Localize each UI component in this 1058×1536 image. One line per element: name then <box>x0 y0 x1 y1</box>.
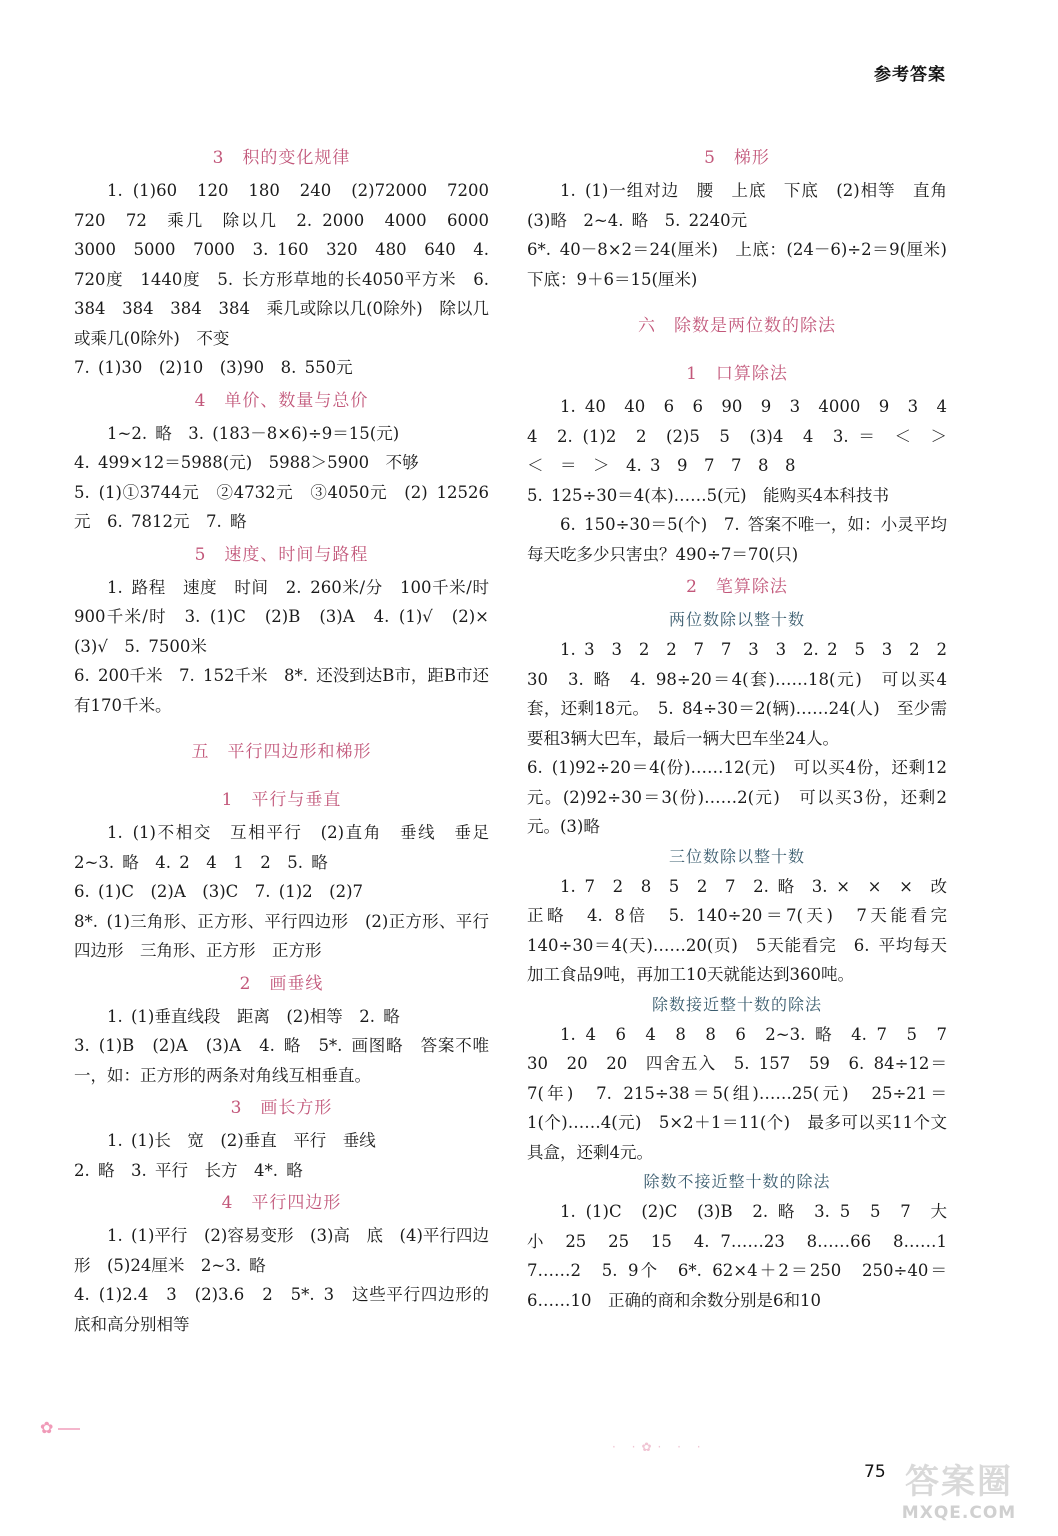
section-heading: 1 平行与垂直 <box>221 790 342 810</box>
section-heading: 1 口算除法 <box>686 364 788 384</box>
page-header-title: 参考答案 <box>874 65 946 85</box>
answer-paragraph: 1. (1)垂直线段 距离 (2)相等 2. 略 <box>107 1006 400 1026</box>
section-heading: 2 画垂线 <box>239 973 324 994</box>
subsection-heading: 三位数除以整十数 <box>668 846 805 866</box>
answer-paragraph: 3. (1)B (2)A (3)A 4. 略 5*. 画图略 答案不唯一，如：正方形的两条对角线互相垂直。 <box>74 1036 489 1085</box>
answer-paragraph: 4. 499×12＝5988(元) 5988＞5900 不够 <box>74 453 419 472</box>
answer-paragraph: 1. (1)长 宽 (2)垂直 平行 垂线 <box>107 1131 376 1150</box>
watermark-logo-text: 答案圈 <box>905 1462 1013 1502</box>
answer-paragraph: 6*. 40－8×2＝24(厘米) 上底：(24－6)÷2＝9(厘米) 下底：9＋6＝15(厘米) <box>527 240 964 289</box>
answer-paragraph: 1~2. 略 3. (183－8×6)÷9＝15(元) <box>107 423 400 443</box>
answer-paragraph: 4. (1)2.4 3 (2)3.6 2 5*. 3 这些平行四边形的底和高分别相等 <box>74 1285 489 1334</box>
answer-paragraph: 6. 200千米 7. 152千米 8*. 还没到达B市，距B市还有170千米。 <box>74 666 489 715</box>
bottom-ornament-icon: · ·✿· · · <box>612 1440 707 1454</box>
answer-paragraph: 1. (1)一组对边 腰 上底 下底 (2)相等 直角 (3)略 2~4. 略 5. 2240元 <box>527 181 964 230</box>
left-column <box>74 140 506 1339</box>
answer-paragraph: 1. 4 6 4 8 8 6 2~3. 略 4. 7 5 7 30 20 20 四舍五入 5. 157 59 6. 84÷12＝7(年) 7. 215÷38＝5(组)……25(元) 25÷21＝1(个)……4(元) 5×2＋1＝11(个) 最多可以买11个文具盒，还剩4元。 <box>527 1024 964 1162</box>
answer-paragraph: 1. 7 2 8 5 2 7 2. 略 3. × × × 改正略 4. 8倍 5. 140÷20＝7(天) 7天能看完 140÷30＝4(天)……20(页) 5天能看完 6. 平均每天加工食品9吨，再加工10天就能达到360吨。 <box>527 876 964 984</box>
answer-paragraph: 7. (1)30 (2)10 (3)90 8. 550元 <box>74 358 353 377</box>
watermark-url: MXQE.COM <box>901 1503 1017 1523</box>
site-watermark <box>884 1462 1034 1532</box>
subsection-heading: 除数接近整十数的除法 <box>651 994 822 1014</box>
answer-paragraph: 1. 路程 速度 时间 2. 260米/分 100千米/时 900千米/时 3. (1)C (2)B (3)A 4. (1)√ (2)× (3)√ 5. 7500米 <box>74 577 506 656</box>
section-heading: 3 画长方形 <box>230 1098 333 1118</box>
section-heading: 3 积的变化规律 <box>212 148 351 168</box>
subsection-heading: 两位数除以整十数 <box>668 610 805 629</box>
decorative-divider <box>58 1428 80 1430</box>
answer-paragraph: 5. (1)①3744元 ②4732元 ③4050元 (2) 12526元 6. 7812元 7. 略 <box>74 482 489 531</box>
answer-paragraph: 1. (1)不相交 互相平行 (2)直角 垂线 垂足 2~3. 略 4. 2 4 1 2 5. 略 <box>74 823 506 872</box>
answer-paragraph: 1. (1)C (2)C (3)B 2. 略 3. 5 5 7 大 小 25 25 15 4. 7……23 8……66 8……1 7……2 5. 9个 6*. 62×4＋2＝250 250÷40＝6……10 正确的商和余数分别是6和10 <box>527 1202 964 1310</box>
section-heading: 5 梯形 <box>704 148 770 168</box>
section-heading: 5 速度、时间与路程 <box>194 544 369 565</box>
answer-paragraph: 1. (1)60 120 180 240 (2)72000 7200 720 72 乘几 除以几 2. 2000 4000 6000 3000 5000 7000 3. 160 320 480 640 4. 720度 1440度 5. 长方形草地的长4050平方米 6. 384 384 384 384 乘几或除以几(0除外) 除以几或乘几(0除外) 不变 <box>74 181 506 348</box>
section-heading: 2 笔算除法 <box>686 577 788 597</box>
answer-paragraph: 1. 3 3 2 2 7 7 3 3 2. 2 5 3 2 2 30 3. 略 4. 98÷20＝4(套)……18(元) 可以买4套，还剩18元。 5. 84÷30＝2(辆)……24(人) 至少需要租3辆大巴车，最后一辆大巴车坐24人。 <box>527 640 964 748</box>
section-heading: 4 单价、数量与总价 <box>194 390 369 411</box>
answer-paragraph: 6. 150÷30＝5(个) 7. 答案不唯一，如：小灵平均每天吃多少只害虫？490÷7＝70(只) <box>527 515 947 564</box>
subsection-heading: 除数不接近整十数的除法 <box>643 1172 831 1191</box>
answer-paragraph: 1. (1)平行 (2)容易变形 (3)高 底 (4)平行四边形 (5)24厘米 2~3. 略 <box>74 1226 489 1275</box>
section-heading: 4 平行四边形 <box>221 1193 342 1213</box>
answer-paragraph: 1. 40 40 6 6 90 9 3 4000 9 3 4 4 2. (1)2 2 (2)5 5 (3)4 4 3. ＝ ＜ ＞ ＜ ＝ ＞ 4. 3 9 7 7 8 8 <box>527 397 964 475</box>
page-number: 75 <box>864 1462 886 1482</box>
answer-paragraph: 2. 略 3. 平行 长方 4*. 略 <box>74 1160 303 1180</box>
chapter-heading: 六 除数是两位数的除法 <box>638 316 836 336</box>
chapter-heading: 五 平行四边形和梯形 <box>191 742 372 762</box>
answer-paragraph: 6. (1)92÷20＝4(份)……12(元) 可以买4份，还剩12元。(2)92÷30＝3(份)……2(元) 可以买3份，还剩2元。(3)略 <box>527 758 947 836</box>
answer-paragraph: 5. 125÷30＝4(本)……5(元) 能购买4本科技书 <box>527 485 890 505</box>
answer-paragraph: 8*. (1)三角形、正方形、平行四边形 (2)正方形、平行四边形 三角形、正方形 正方形 <box>74 911 489 960</box>
right-column <box>527 140 964 1315</box>
answer-paragraph: 6. (1)C (2)A (3)C 7. (1)2 (2)7 <box>74 882 363 901</box>
flower-decoration-icon: ✿ <box>40 1418 54 1437</box>
